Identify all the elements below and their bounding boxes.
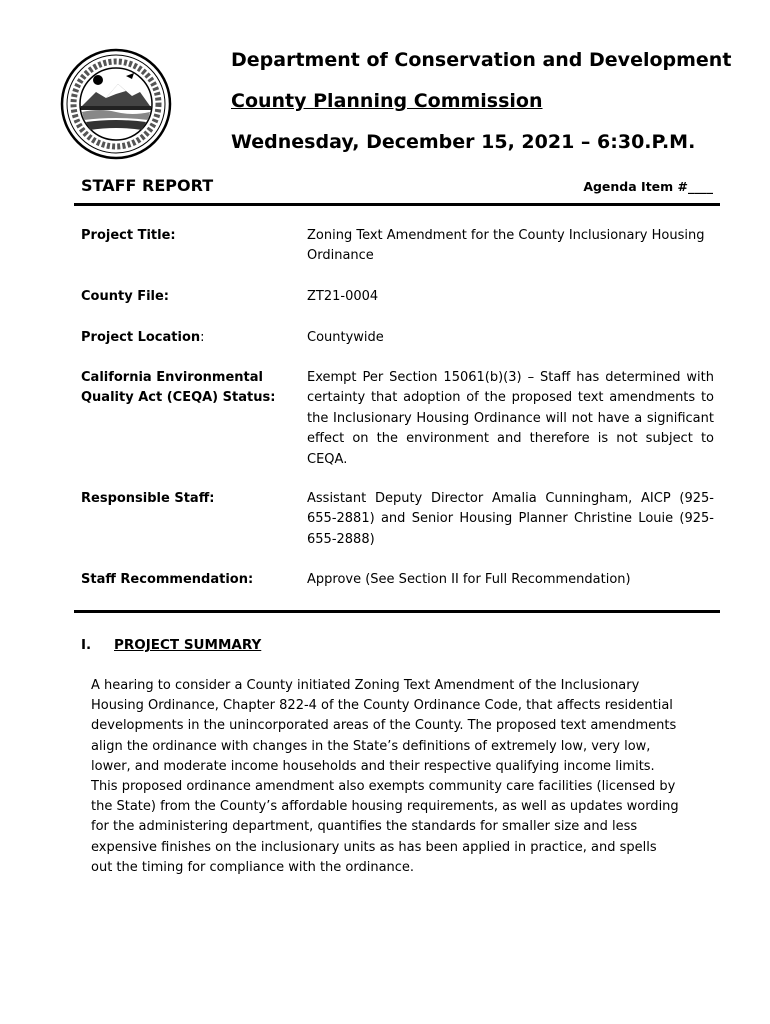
department-name: Department of Conservation and Development [231,49,732,71]
county-file-label: County File: [81,289,170,304]
project-summary-body: A hearing to consider a County initiated Zoning Text Amendment of the Inclusionary Housing Ordinance, Chapter 822-4 of the County Ordinance Code, that affects residential developments in the unincorporated areas of the County. The proposed text amendments align the ordinance with changes in the State’s definitions of extremely low, very low, lower, and moderate income households and their respective qualifying income limits. This proposed ordinance amendment also exempts community care facilities (licensed by the State) from the County’s affordable housing requirements, as well as updates wording for the administering department, quantifies the standards for smaller size and less expensive finishes on the inclusionary units as has been applied in practice, and spells out the timing for compliance with the ordinance. [91,678,679,875]
report-title: STAFF REPORT [81,176,214,195]
project-title-label: Project Title: [81,228,176,243]
project-location-label [81,328,296,348]
section-heading [81,635,261,655]
report-heading-row [81,174,713,200]
meeting-date: Wednesday, December 15, 2021 – 6:30.P.M. [231,131,696,153]
ceqa-status-label [81,368,296,409]
responsible-staff-value: Assistant Deputy Director Amalia Cunningham, AICP (925-655-2881) and Senior Housing Planner Christine Louie (925-655-2888) [307,491,714,547]
staff-recommendation-value: Approve (See Section II for Full Recommendation) [307,572,631,587]
project-location-value: Countywide [307,330,384,345]
section-number: I. [81,637,92,653]
ceqa-label-line1: California Environmental [81,370,263,385]
project-location-label-colon: : [200,330,205,345]
divider-bottom [74,610,720,613]
section-title: PROJECT SUMMARY [114,637,262,653]
project-title-value: Zoning Text Amendment for the County Inclusionary Housing Ordinance [307,228,705,264]
divider-top [74,203,720,206]
county-seal-icon [60,48,172,160]
commission-name: County Planning Commission [231,90,543,112]
agenda-item: Agenda Item #____ [583,179,713,194]
staff-recommendation-label: Staff Recommendation: [81,572,254,587]
project-location-label-text: Project Location [81,330,201,345]
ceqa-status-value: Exempt Per Section 15061(b)(3) – Staff has determined with certainty that adoption of the proposed text amendments to the Inclusionary Housing Ordinance will not have a significant effect on the environment and therefore is not subject to CEQA. [307,370,714,467]
ceqa-label-line2: Quality Act (CEQA) Status: [81,390,276,406]
responsible-staff-label: Responsible Staff: [81,491,215,506]
county-file-value: ZT21-0004 [307,289,379,304]
